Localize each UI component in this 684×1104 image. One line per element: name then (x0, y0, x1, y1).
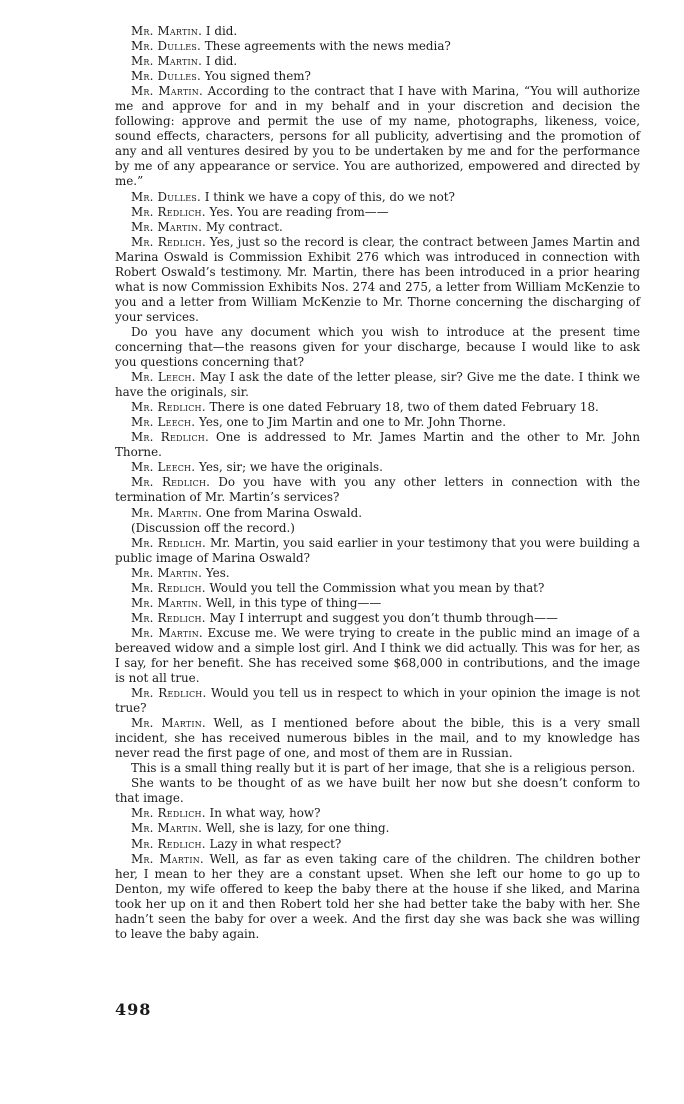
speaker: Mr. Redlich. (131, 430, 209, 445)
speaker: Mr. Redlich. (131, 535, 206, 550)
speaker: Mr. Dulles. (131, 39, 201, 54)
utterance: Do you have with you any other letters in connection with the termination of Mr. Martin’s services? (115, 475, 640, 505)
utterance: Would you tell us in respect to which in your opinion the image is not true? (115, 686, 641, 716)
paragraph (115, 837, 640, 852)
utterance: Do you have any document which you wish to introduce at the present time concerning that—the reasons given for your discharge, because I would like to ask you questions concerning that? (115, 324, 640, 370)
paragraph (115, 460, 640, 475)
speaker: Mr. Leech. (131, 370, 196, 385)
speaker: Mr. Martin. (131, 219, 203, 234)
paragraph (115, 325, 640, 370)
utterance: Lazy in what respect? (205, 836, 342, 851)
paragraph (115, 521, 640, 536)
paragraph (115, 506, 640, 521)
paragraph (115, 475, 640, 505)
paragraph (115, 69, 640, 84)
utterance: This is a small thing really but it is part of her image, that she is a religious person. (131, 761, 636, 776)
speaker: Mr. Redlich. (131, 806, 206, 821)
utterance: Yes. You are reading from—— (205, 204, 389, 219)
paragraph (115, 190, 640, 205)
paragraph (115, 626, 640, 686)
speaker: Mr. Leech. (131, 415, 196, 430)
paragraph (115, 84, 640, 189)
paragraph (115, 39, 640, 54)
speaker: Mr. Martin. (131, 505, 203, 520)
paragraph (115, 611, 640, 626)
utterance: May I interrupt and suggest you don’t thumb through—— (205, 610, 558, 625)
utterance: One is addressed to Mr. James Martin and the other to Mr. John Thorne. (115, 430, 640, 460)
speaker: Mr. Martin. (131, 54, 203, 69)
speaker: Mr. Leech. (131, 460, 196, 475)
utterance: Mr. Martin, you said earlier in your testimony that you were building a public image of Marina Oswald? (115, 535, 641, 565)
utterance: Yes, sir; we have the originals. (195, 460, 383, 475)
paragraph (115, 415, 640, 430)
page-number: 498 (115, 1000, 152, 1019)
paragraph (115, 821, 640, 836)
paragraph (115, 400, 640, 415)
utterance: Yes. (202, 565, 230, 580)
paragraph (115, 536, 640, 566)
utterance: Excuse me. We were trying to create in the public mind an image of a bereaved widow and a simple lost girl. And I think we did actually. This was for her, as I say, for her benefit. She has received some $68,000 in contributions, and the image is not all true. (115, 625, 641, 686)
utterance: (Discussion off the record.) (131, 520, 295, 535)
paragraph (115, 566, 640, 581)
utterance: I did. (202, 54, 238, 69)
paragraph (115, 581, 640, 596)
speaker: Mr. Martin. (131, 851, 204, 866)
utterance: Well, she is lazy, for one thing. (202, 821, 390, 836)
utterance: One from Marina Oswald. (202, 505, 362, 520)
speaker: Mr. Martin. (131, 565, 203, 580)
utterance: May I ask the date of the letter please, sir? Give me the date. I think we have the originals, sir. (115, 370, 640, 400)
utterance: Would you tell the Commission what you mean by that? (205, 580, 545, 595)
speaker: Mr. Martin. (131, 821, 203, 836)
speaker: Mr. Redlich. (131, 836, 206, 851)
utterance: There is one dated February 18, two of them dated February 18. (205, 400, 599, 415)
utterance: According to the contract that I have with Marina, “You will authorize me and approve for and in my behalf and in your discretion and decision the following: approve and permit the use of my name, photographs, likeness, voice, sound effects, characters, persons for all publicity, advertising and the promotion of any and all ventures desired by you to be undertaken by me and for the performance by me of any appearance or service. You are authorized, empowered and directed by me.” (115, 84, 641, 189)
utterance: These agreements with the news media? (200, 39, 451, 54)
utterance: Well, in this type of thing—— (202, 595, 382, 610)
utterance: Well, as I mentioned before about the bible, this is a very small incident, she has received numerous bibles in the mail, and to my knowledge has never read the first page of one, and most of them are in Russian. (115, 716, 641, 761)
utterance: My contract. (202, 219, 283, 234)
paragraph (115, 852, 640, 942)
speaker: Mr. Redlich. (131, 686, 207, 701)
speaker: Mr. Redlich. (131, 580, 206, 595)
speaker: Mr. Redlich. (131, 234, 206, 249)
utterance: Yes, just so the record is clear, the contract between James Martin and Marina Oswald is Commission Exhibit 276 which was introduced in connection with Robert Oswald’s testimony. Mr. Martin, there has been introduced in a prior hearing what is now Commission Exhibits Nos. 274 and 275, a letter from William McKenzie to you and a letter from William McKenzie to Mr. Thorne concerning the discharging of your services. (115, 234, 640, 324)
speaker: Mr. Redlich. (131, 400, 206, 415)
paragraph (115, 686, 640, 716)
utterance: She wants to be thought of as we have built her now but she doesn’t conform to that image. (115, 776, 640, 806)
transcript-body (115, 24, 640, 942)
paragraph (115, 430, 640, 460)
paragraph (115, 54, 640, 69)
paragraph (115, 220, 640, 235)
paragraph (115, 370, 640, 400)
paragraph (115, 24, 640, 39)
speaker: Mr. Redlich. (131, 610, 206, 625)
speaker: Mr. Martin. (131, 595, 203, 610)
utterance: Well, as far as even taking care of the children. The children bother her, I mean to her they are a constant upset. When she left our home to go up to Denton, my wife offered to keep the baby there at the house if she liked, and Marina took her up on it and then Robert told her she had better take the baby with her. She hadn’t seen the baby for over a week. And the first day she was back she was willing to leave the baby again. (115, 851, 641, 941)
paragraph (115, 761, 640, 776)
speaker: Mr. Martin. (131, 716, 206, 731)
speaker: Mr. Martin. (131, 24, 203, 38)
utterance: Yes, one to Jim Martin and one to Mr. John Thorne. (195, 415, 506, 430)
speaker: Mr. Redlich. (131, 475, 211, 490)
speaker: Mr. Dulles. (131, 69, 201, 84)
paragraph (115, 235, 640, 325)
utterance: I think we have a copy of this, do we not? (200, 189, 455, 204)
speaker: Mr. Martin. (131, 625, 203, 640)
paragraph (115, 596, 640, 611)
paragraph (115, 205, 640, 220)
speaker: Mr. Redlich. (131, 204, 206, 219)
utterance: In what way, how? (205, 806, 321, 821)
paragraph (115, 806, 640, 821)
utterance: I did. (202, 24, 238, 38)
speaker: Mr. Dulles. (131, 189, 201, 204)
paragraph (115, 776, 640, 806)
paragraph (115, 716, 640, 761)
utterance: You signed them? (200, 69, 311, 84)
speaker: Mr. Martin. (131, 84, 203, 99)
